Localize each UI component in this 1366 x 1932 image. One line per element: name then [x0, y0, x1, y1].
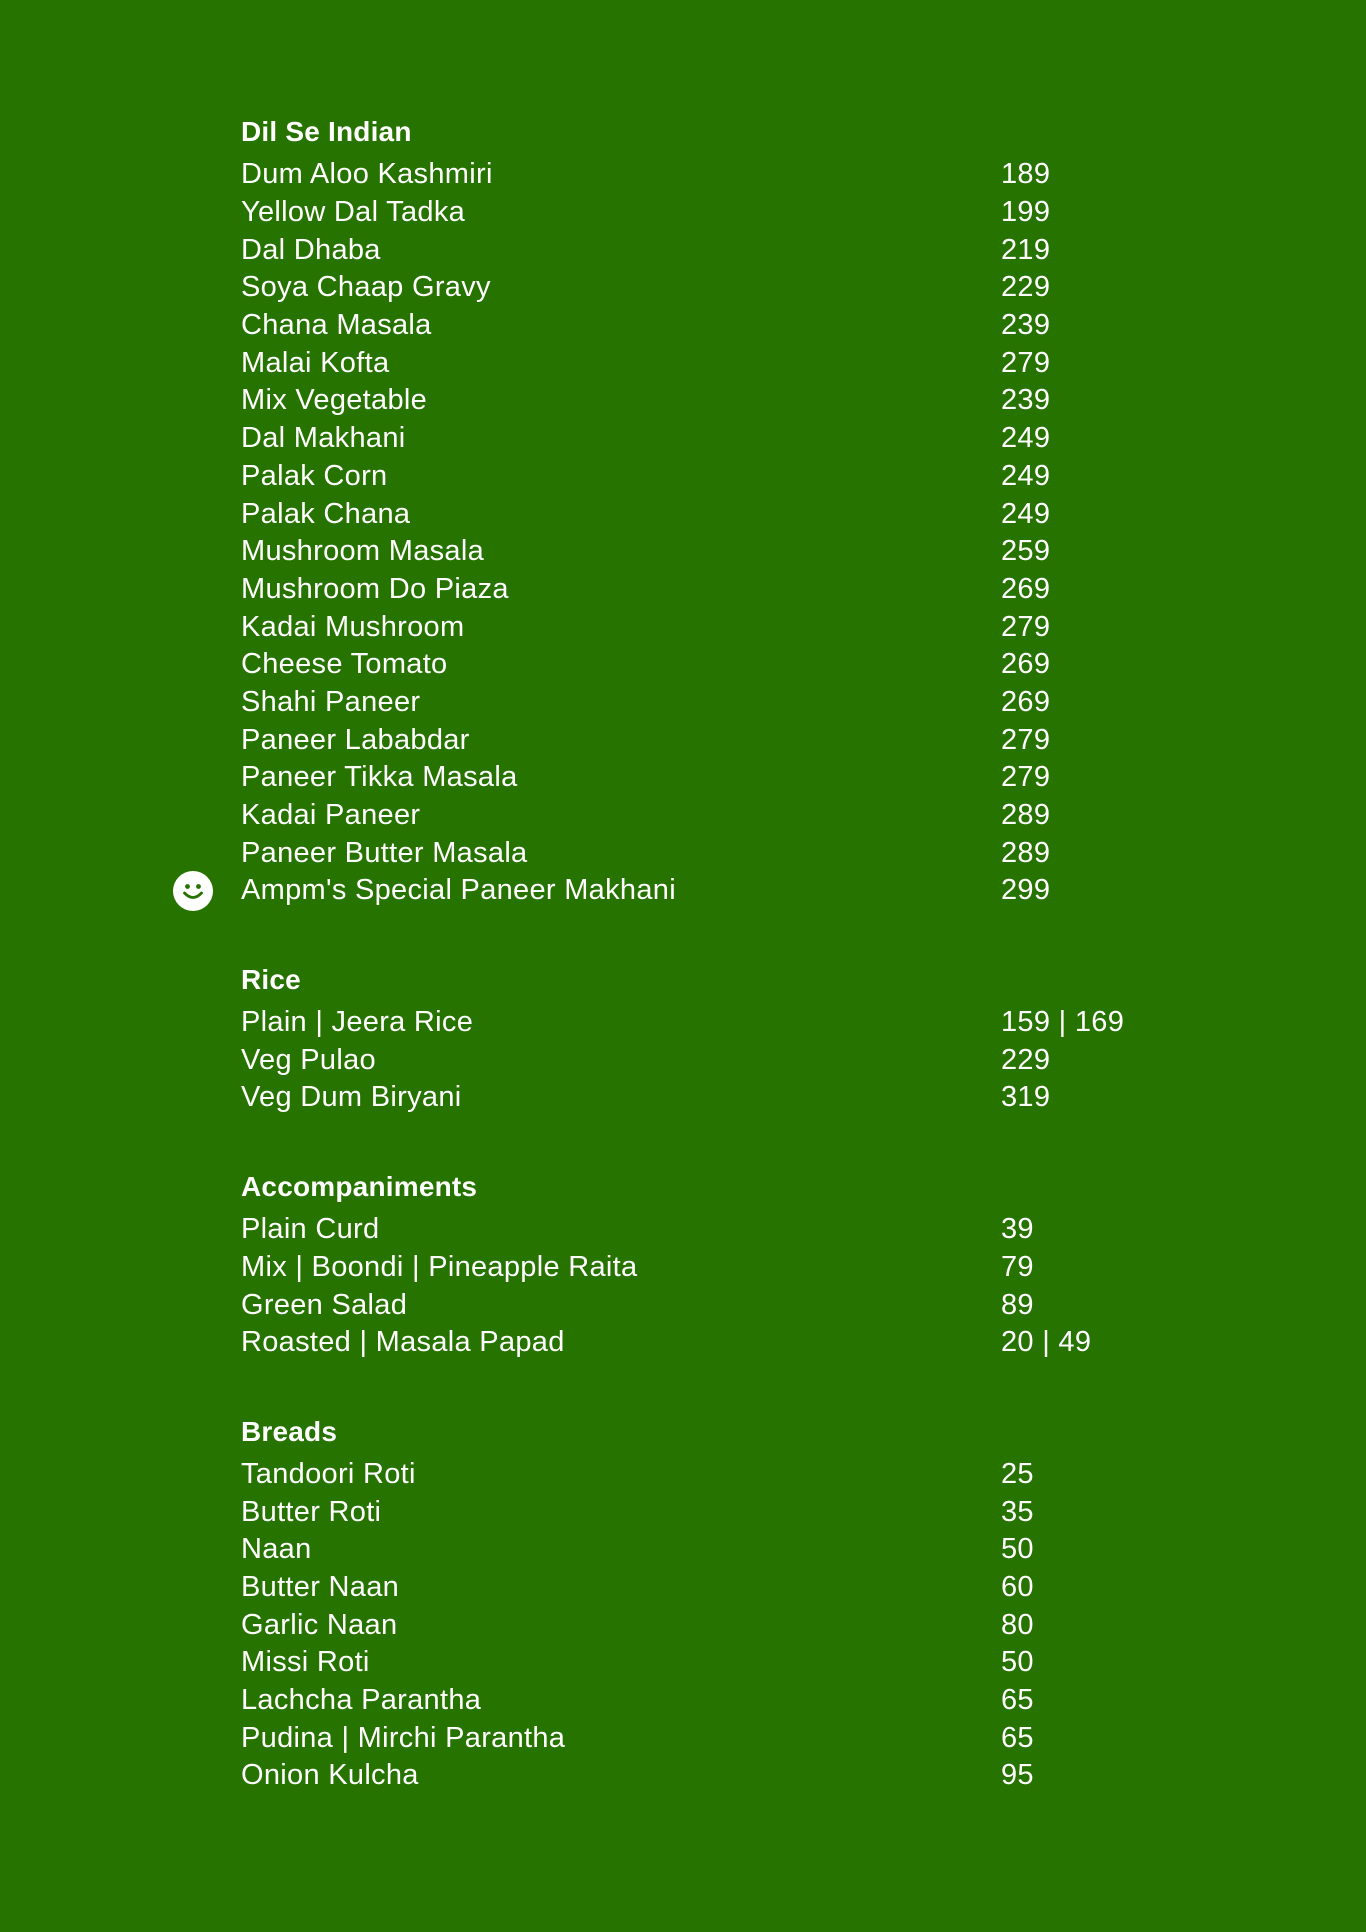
item-name: Shahi Paneer: [241, 685, 421, 718]
item-price: 279: [1001, 346, 1051, 379]
menu-item: [241, 1644, 1141, 1682]
item-price: 249: [1001, 459, 1051, 492]
item-price: 35: [1001, 1495, 1034, 1528]
menu-item: [241, 1211, 1141, 1249]
item-price: 289: [1001, 836, 1051, 869]
item-price: 249: [1001, 422, 1051, 455]
item-price: 199: [1001, 196, 1051, 229]
item-name: Palak Corn: [241, 459, 388, 492]
item-name: Palak Chana: [241, 497, 411, 530]
item-price: 229: [1001, 1043, 1051, 1076]
menu-item: [241, 231, 1141, 269]
menu-item: [241, 759, 1141, 797]
item-price: 269: [1001, 685, 1051, 718]
item-price: 50: [1001, 1533, 1034, 1566]
section-title: Breads: [241, 1415, 338, 1447]
item-price: 299: [1001, 874, 1051, 907]
item-price: 319: [1001, 1081, 1051, 1114]
menu-item: [241, 458, 1141, 496]
menu-item: [241, 1757, 1141, 1795]
item-name: Paneer Lababdar: [241, 723, 470, 756]
smiley-icon: [173, 871, 213, 911]
menu-item: [241, 533, 1141, 571]
menu-item: [241, 1456, 1141, 1494]
menu-item: [241, 684, 1141, 722]
menu-item: [241, 1569, 1141, 1607]
item-name: Cheese Tomato: [241, 648, 448, 681]
menu-item: [241, 1249, 1141, 1287]
item-name: Chana Masala: [241, 309, 432, 342]
section-title: Dil Se Indian: [241, 116, 412, 147]
item-price: 60: [1001, 1570, 1034, 1603]
menu-item: [241, 382, 1141, 420]
item-name: Lachcha Parantha: [241, 1684, 482, 1717]
item-name: Mushroom Do Piaza: [241, 572, 509, 605]
item-name: Missi Roti: [241, 1646, 370, 1679]
menu-section-breads: [241, 1412, 1141, 1795]
item-price: 79: [1001, 1250, 1034, 1283]
item-price: 279: [1001, 723, 1051, 756]
item-name: Kadai Paneer: [241, 799, 421, 832]
item-price: 239: [1001, 309, 1051, 342]
item-name: Pudina | Mirchi Parantha: [241, 1721, 566, 1754]
item-name: Green Salad: [241, 1288, 408, 1321]
menu-item: [241, 1531, 1141, 1569]
item-price: 20 | 49: [1001, 1326, 1092, 1359]
menu-item: [241, 307, 1141, 345]
item-name: Malai Kofta: [241, 346, 390, 379]
item-name: Dal Dhaba: [241, 233, 381, 266]
item-name: Butter Roti: [241, 1495, 382, 1528]
menu-item: [241, 608, 1141, 646]
item-price: 25: [1001, 1457, 1034, 1490]
menu-item: [241, 194, 1141, 232]
item-name: Tandoori Roti: [241, 1457, 416, 1490]
menu-item: [241, 269, 1141, 307]
item-price: 95: [1001, 1759, 1034, 1792]
item-name: Veg Pulao: [241, 1043, 376, 1076]
menu-item: [241, 420, 1141, 458]
item-price: 50: [1001, 1646, 1034, 1679]
item-price: 289: [1001, 799, 1051, 832]
item-name: Mix Vegetable: [241, 384, 428, 417]
menu-item: [241, 1324, 1141, 1362]
menu-item-special: [241, 872, 1141, 910]
item-name: Soya Chaap Gravy: [241, 271, 491, 304]
item-name: Plain | Jeera Rice: [241, 1006, 474, 1039]
item-name: Mix | Boondi | Pineapple Raita: [241, 1250, 638, 1283]
menu: [241, 112, 1141, 1845]
menu-item: [241, 1286, 1141, 1324]
item-name: Garlic Naan: [241, 1608, 398, 1641]
menu-section-accompaniments: [241, 1167, 1141, 1362]
item-price: 269: [1001, 648, 1051, 681]
item-name: Paneer Butter Masala: [241, 836, 528, 869]
item-price: 189: [1001, 158, 1051, 191]
item-price: 159 | 169: [1001, 1006, 1125, 1039]
item-name: Kadai Mushroom: [241, 610, 465, 643]
menu-item: [241, 495, 1141, 533]
menu-item: [241, 834, 1141, 872]
menu-item: [241, 1719, 1141, 1757]
item-name: Onion Kulcha: [241, 1759, 419, 1792]
item-price: 249: [1001, 497, 1051, 530]
item-name: Roasted | Masala Papad: [241, 1326, 565, 1359]
section-title: Accompaniments: [241, 1170, 478, 1202]
item-price: 229: [1001, 271, 1051, 304]
menu-item: [241, 1041, 1141, 1079]
item-price: 65: [1001, 1684, 1034, 1717]
item-price: 39: [1001, 1213, 1034, 1246]
item-price: 279: [1001, 610, 1051, 643]
item-name: Yellow Dal Tadka: [241, 196, 466, 229]
item-name: Dum Aloo Kashmiri: [241, 158, 493, 191]
menu-item: [241, 1004, 1141, 1042]
item-price: 65: [1001, 1721, 1034, 1754]
item-name: Butter Naan: [241, 1570, 400, 1603]
item-price: 269: [1001, 572, 1051, 605]
item-price: 219: [1001, 233, 1051, 266]
menu-item: [241, 1682, 1141, 1720]
menu-item: [241, 1606, 1141, 1644]
item-price: 89: [1001, 1288, 1034, 1321]
menu-item: [241, 721, 1141, 759]
menu-item: [241, 1079, 1141, 1117]
menu-item: [241, 156, 1141, 194]
item-price: 259: [1001, 535, 1051, 568]
item-name: Veg Dum Biryani: [241, 1081, 462, 1114]
menu-item: [241, 797, 1141, 835]
item-price: 279: [1001, 761, 1051, 794]
item-name: Plain Curd: [241, 1213, 380, 1246]
item-name: Naan: [241, 1533, 312, 1566]
menu-section-dil-se-indian: [241, 112, 1141, 910]
item-price: 239: [1001, 384, 1051, 417]
item-name: Ampm's Special Paneer Makhani: [241, 874, 676, 907]
menu-item: [241, 344, 1141, 382]
menu-item: [241, 571, 1141, 609]
menu-section-rice: [241, 960, 1141, 1117]
item-name: Paneer Tikka Masala: [241, 761, 518, 794]
section-title: Rice: [241, 963, 301, 995]
item-price: 80: [1001, 1608, 1034, 1641]
menu-item: [241, 646, 1141, 684]
item-name: Mushroom Masala: [241, 535, 485, 568]
menu-item: [241, 1493, 1141, 1531]
item-name: Dal Makhani: [241, 422, 406, 455]
